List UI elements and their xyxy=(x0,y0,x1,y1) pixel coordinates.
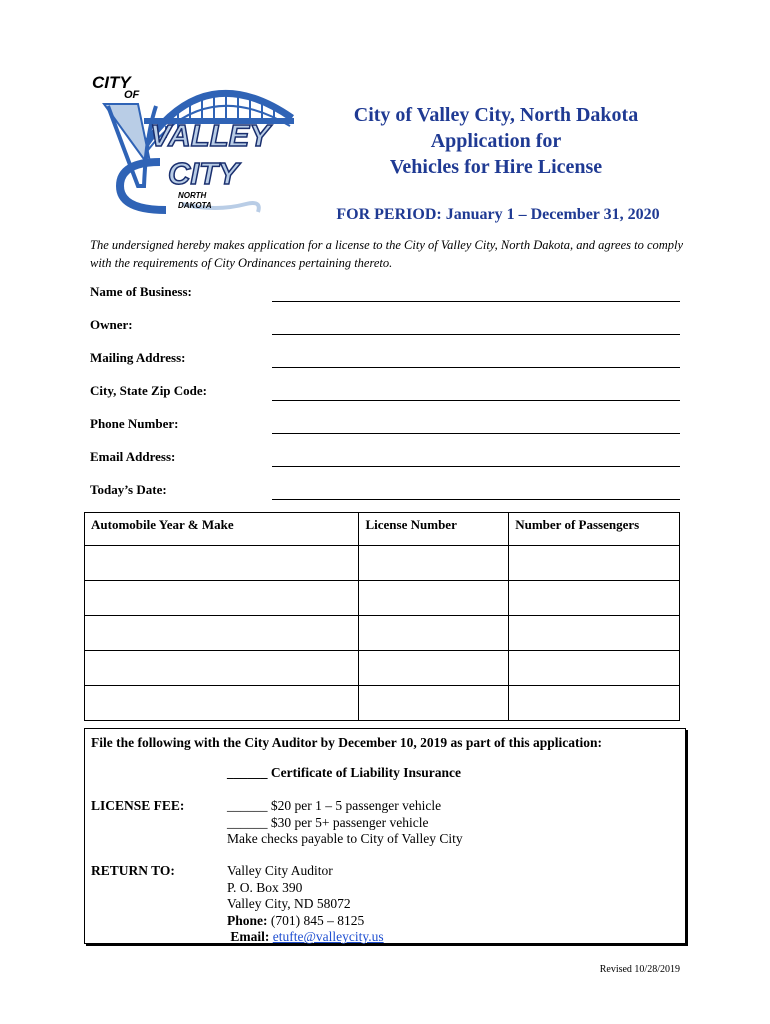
owner-input[interactable] xyxy=(272,316,680,335)
address-line: Valley City Auditor xyxy=(227,863,333,878)
field-mailing-address xyxy=(90,348,680,368)
filing-instructions-box xyxy=(84,728,686,944)
field-label: City, State Zip Code: xyxy=(90,383,207,398)
table-cell[interactable] xyxy=(85,546,359,581)
phone-value: (701) 845 – 8125 xyxy=(270,912,365,928)
table-cell[interactable] xyxy=(509,686,680,721)
email-address-input[interactable] xyxy=(272,448,680,467)
column-header-license-number: License Number xyxy=(359,513,509,546)
field-email-address xyxy=(90,447,680,467)
phone-label: Phone: xyxy=(227,912,268,928)
field-label: Owner: xyxy=(90,317,133,332)
table-row xyxy=(85,616,680,651)
license-fee-label: LICENSE FEE: xyxy=(91,798,185,813)
table-header-row xyxy=(85,513,680,546)
mailing-address-input[interactable] xyxy=(272,349,680,368)
table-cell[interactable] xyxy=(85,651,359,686)
field-label: Name of Business: xyxy=(90,284,192,299)
logo-text-of: OF xyxy=(124,89,140,101)
table-cell[interactable] xyxy=(359,581,509,616)
table-cell[interactable] xyxy=(85,581,359,616)
return-to-label: RETURN TO: xyxy=(91,863,175,878)
field-owner xyxy=(90,315,680,335)
address-line: Valley City, ND 58072 xyxy=(227,896,351,911)
field-phone-number xyxy=(90,414,680,434)
column-header-passengers: Number of Passengers xyxy=(509,513,680,546)
valley-city-logo xyxy=(86,66,302,216)
logo-text-dakota: DAKOTA xyxy=(178,201,212,210)
table-row xyxy=(85,686,680,721)
table-cell[interactable] xyxy=(85,686,359,721)
field-todays-date xyxy=(90,480,680,500)
table-cell[interactable] xyxy=(509,651,680,686)
field-label: Email Address: xyxy=(90,449,176,464)
field-label: Phone Number: xyxy=(90,416,179,431)
table-cell[interactable] xyxy=(359,616,509,651)
logo-text-north: NORTH xyxy=(178,191,207,200)
column-header-year-make: Automobile Year & Make xyxy=(85,513,359,546)
table-cell[interactable] xyxy=(509,616,680,651)
city-state-zip-input[interactable] xyxy=(272,382,680,401)
table-row xyxy=(85,651,680,686)
intro-statement: The undersigned hereby makes application for a license to the City of Valley City, North Dakota, and agrees to comply with the requirements of City Ordinances pertaining thereto. xyxy=(90,238,684,270)
todays-date-input[interactable] xyxy=(272,481,680,500)
field-business-name xyxy=(90,282,680,302)
logo-text-city-top: CITY xyxy=(92,73,131,92)
email-label: Email: xyxy=(230,929,270,944)
phone-number-input[interactable] xyxy=(272,415,680,434)
page-subtitle-1: Application for xyxy=(430,130,562,152)
vehicle-table xyxy=(84,512,680,721)
fee-option-large: ______ $30 per 5+ passenger vehicle xyxy=(227,814,429,830)
logo-text-city: CITY xyxy=(168,156,239,191)
field-label: Today’s Date: xyxy=(90,482,167,497)
fee-list xyxy=(227,798,463,848)
instructions-heading: File the following with the City Auditor by December 10, 2019 as part of this application: xyxy=(91,735,602,750)
certificate-item: ______ Certificate of Liability Insurance xyxy=(227,765,461,780)
page-subtitle-2: Vehicles for Hire License xyxy=(389,156,603,178)
field-label: Mailing Address: xyxy=(90,350,186,365)
title-block xyxy=(320,102,672,180)
fee-note: Make checks payable to City of Valley City xyxy=(227,831,463,846)
return-address xyxy=(227,863,384,946)
table-cell[interactable] xyxy=(509,581,680,616)
table-cell[interactable] xyxy=(359,651,509,686)
logo-text-valley: VALLEY xyxy=(150,118,270,153)
table-cell[interactable] xyxy=(85,616,359,651)
fee-option-small: ______ $20 per 1 – 5 passenger vehicle xyxy=(227,798,442,813)
table-row xyxy=(85,546,680,581)
table-cell[interactable] xyxy=(359,546,509,581)
email-link[interactable]: etufte@valleycity.us xyxy=(272,929,384,944)
page-title: City of Valley City, North Dakota xyxy=(353,104,639,126)
table-cell[interactable] xyxy=(509,546,680,581)
address-line: P. O. Box 390 xyxy=(227,879,303,895)
revision-date: Revised 10/28/2019 xyxy=(599,964,680,975)
table-row xyxy=(85,581,680,616)
field-city-state-zip xyxy=(90,381,680,401)
table-cell[interactable] xyxy=(359,686,509,721)
phone-line xyxy=(227,913,384,930)
license-period: FOR PERIOD: January 1 – December 31, 2020 xyxy=(336,206,660,223)
email-line xyxy=(227,929,384,946)
business-name-input[interactable] xyxy=(272,283,680,302)
